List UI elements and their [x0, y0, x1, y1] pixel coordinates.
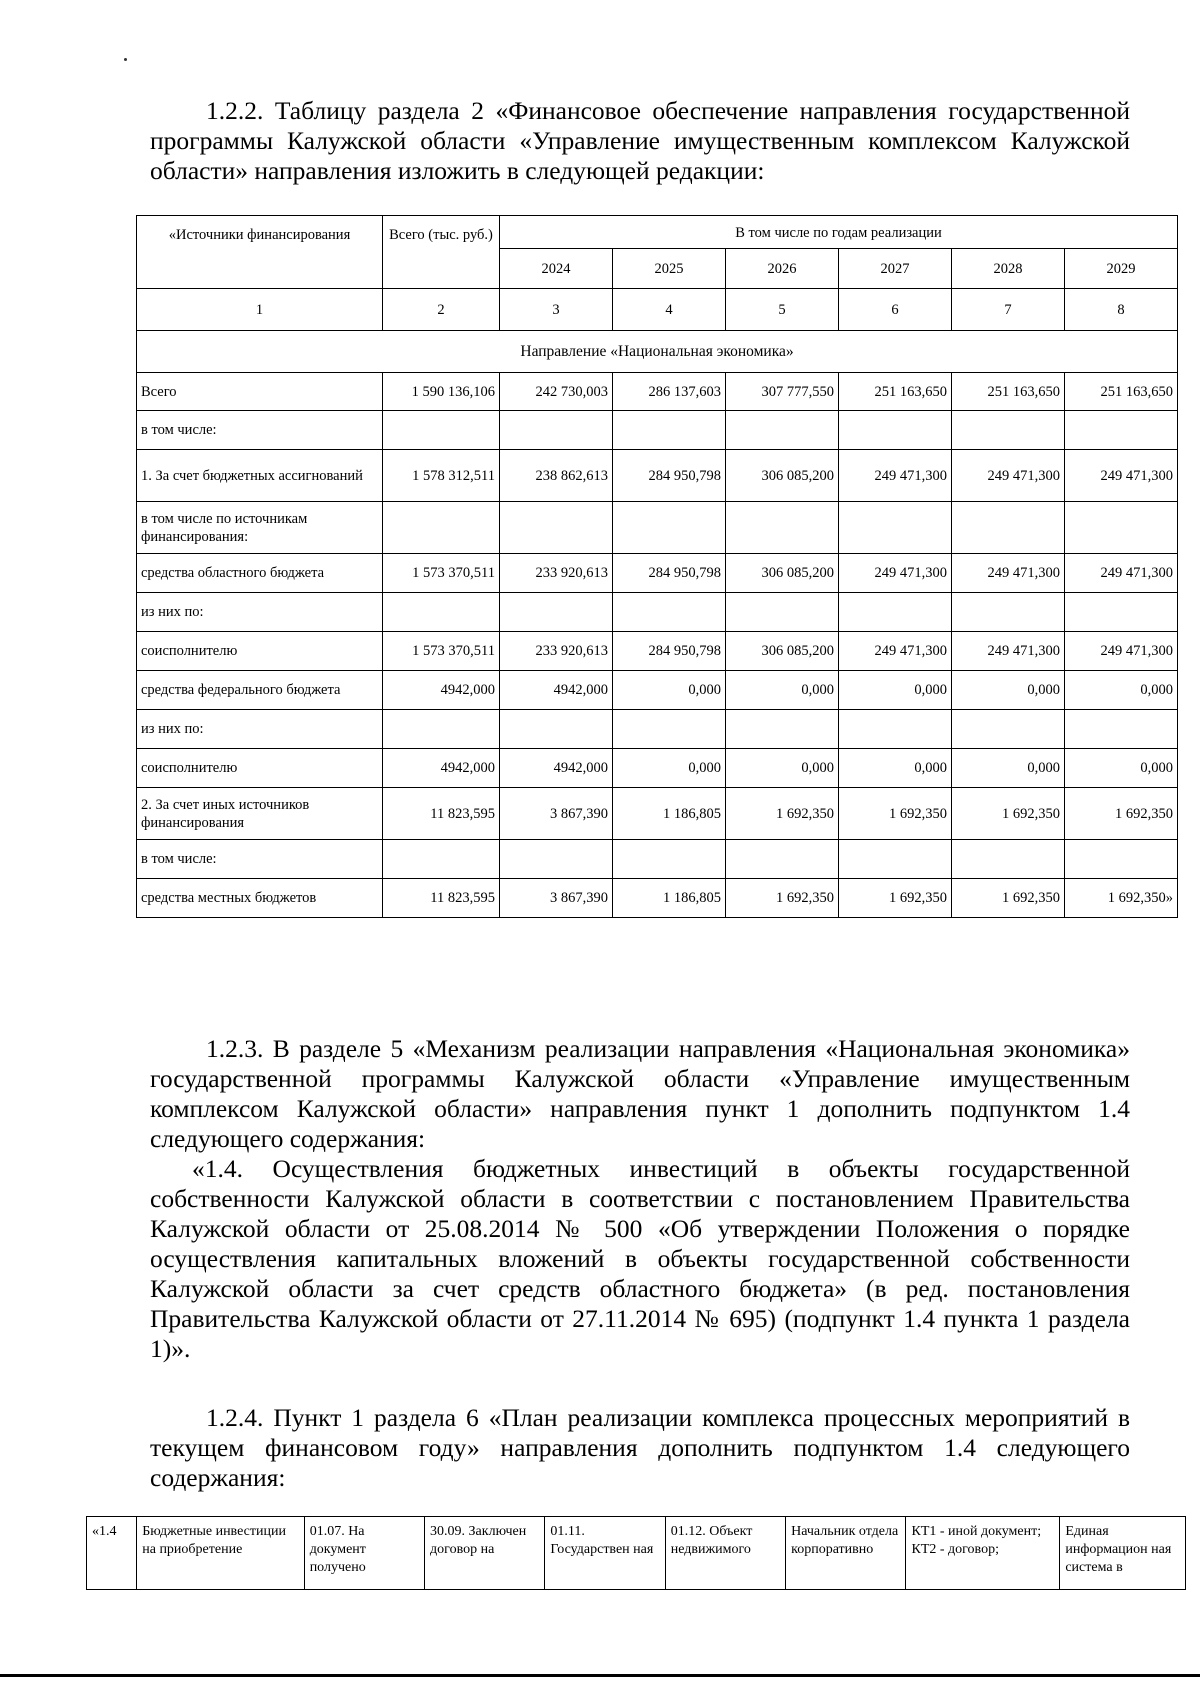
table-row [137, 710, 1178, 749]
row-label: соисполнителю [137, 749, 383, 788]
cell-value [726, 593, 839, 632]
cell-value [500, 593, 613, 632]
header-year: 2024 [500, 249, 613, 289]
cell-value: 249 471,300 [952, 554, 1065, 593]
cell-value: 284 950,798 [613, 554, 726, 593]
row-label: средства местных бюджетов [137, 879, 383, 918]
row-label: средства федерального бюджета [137, 671, 383, 710]
cell-value: 1 186,805 [613, 879, 726, 918]
cell-value: 1 186,805 [613, 788, 726, 840]
column-number: 8 [1065, 289, 1178, 331]
cell-value [383, 710, 500, 749]
cell-value: 0,000 [952, 671, 1065, 710]
cell-value [613, 593, 726, 632]
cell-value [839, 840, 952, 879]
header-total: Всего (тыс. руб.) [383, 216, 500, 289]
header-year: 2026 [726, 249, 839, 289]
cell-value [1065, 593, 1178, 632]
cell-value: 251 163,650 [1065, 373, 1178, 411]
cell-value [1065, 710, 1178, 749]
cell-value: 0,000 [952, 749, 1065, 788]
cell-value: 4942,000 [383, 671, 500, 710]
cell-value: 249 471,300 [839, 554, 952, 593]
column-number: 2 [383, 289, 500, 331]
cell-value [383, 840, 500, 879]
cell-value [500, 710, 613, 749]
cell-value: 233 920,613 [500, 554, 613, 593]
table-row [137, 879, 1178, 918]
cell-value: 249 471,300 [1065, 450, 1178, 502]
cell-value [726, 710, 839, 749]
cell-value: 1 692,350 [952, 879, 1065, 918]
cell-value: 4942,000 [500, 749, 613, 788]
cell-value: 0,000 [839, 671, 952, 710]
paragraph-1-2-2: 1.2.2. Таблицу раздела 2 «Финансовое обеспечение направления государственной программы Калужской области «Управление имущественным комплексом Калужской области» направления изложить в следующей редакции: [150, 96, 1130, 185]
cell-value: 1 692,350 [839, 879, 952, 918]
table-row [137, 373, 1178, 411]
row-label: из них по: [137, 593, 383, 632]
plan-table [86, 1516, 1186, 1590]
scan-artifact [124, 58, 127, 61]
cell-value: 0,000 [1065, 749, 1178, 788]
cell-value: 233 920,613 [500, 632, 613, 671]
cell-value [383, 502, 500, 554]
row-label: в том числе: [137, 840, 383, 879]
cell-value: 3 867,390 [500, 788, 613, 840]
cell-value: 0,000 [613, 671, 726, 710]
header-year: 2025 [613, 249, 726, 289]
plan-cell: Единая информацион ная система в [1060, 1517, 1186, 1590]
cell-value: 306 085,200 [726, 554, 839, 593]
cell-value: 3 867,390 [500, 879, 613, 918]
cell-value [613, 411, 726, 450]
row-label: соисполнителю [137, 632, 383, 671]
cell-value: 4942,000 [500, 671, 613, 710]
cell-value: 0,000 [726, 749, 839, 788]
row-label: в том числе: [137, 411, 383, 450]
cell-value: 1 692,350 [1065, 788, 1178, 840]
table-row [137, 450, 1178, 502]
cell-value: 1 692,350 [726, 788, 839, 840]
cell-value: 11 823,595 [383, 788, 500, 840]
row-label: средства областного бюджета [137, 554, 383, 593]
cell-value [1065, 502, 1178, 554]
cell-value: 251 163,650 [839, 373, 952, 411]
cell-value: 0,000 [613, 749, 726, 788]
table-row [137, 671, 1178, 710]
row-label: из них по: [137, 710, 383, 749]
cell-value: 11 823,595 [383, 879, 500, 918]
header-year: 2028 [952, 249, 1065, 289]
header-by-years: В том числе по годам реализации [500, 216, 1178, 249]
table-row [137, 788, 1178, 840]
cell-value [383, 411, 500, 450]
cell-value [500, 840, 613, 879]
plan-cell: 30.09. Заключен договор на [425, 1517, 545, 1590]
column-number: 1 [137, 289, 383, 331]
plan-cell: КТ1 - иной документ; КТ2 - договор; [906, 1517, 1060, 1590]
cell-value: 1 578 312,511 [383, 450, 500, 502]
cell-value [952, 840, 1065, 879]
cell-value [726, 502, 839, 554]
cell-value [726, 840, 839, 879]
column-number: 6 [839, 289, 952, 331]
bottom-scan-border [0, 1674, 1200, 1677]
paragraph-1-2-3-intro: 1.2.3. В разделе 5 «Механизм реализации направления «Национальная экономика» государственной программы Калужской области «Управление имущественным комплексом Калужской области» направления пункт 1 дополнить подпунктом 1.4 следующего содержания: [150, 1034, 1130, 1153]
cell-value: 1 590 136,106 [383, 373, 500, 411]
column-number: 7 [952, 289, 1065, 331]
plan-cell: Бюджетные инвестиции на приобретение [137, 1517, 304, 1590]
table-row [137, 840, 1178, 879]
cell-value: 249 471,300 [1065, 632, 1178, 671]
cell-value: 251 163,650 [952, 373, 1065, 411]
cell-value: 249 471,300 [952, 450, 1065, 502]
cell-value: 0,000 [839, 749, 952, 788]
cell-value [839, 502, 952, 554]
header-year: 2027 [839, 249, 952, 289]
cell-value [839, 710, 952, 749]
cell-value [952, 710, 1065, 749]
cell-value: 4942,000 [383, 749, 500, 788]
paragraph-1-2-3-quote: «1.4. Осуществления бюджетных инвестиций в объекты государственной собственности Калужской области в соответствии с постановлением Правительства Калужской области от 25.08.2014 № 500 «Об утверждении Положения о порядке осуществления капитальных вложений в объекты государственной собственности Калужской области за счет средств областного бюджета» (в ред. постановления Правительства Калужской области от 27.11.2014 № 695) (подпункт 1.4 пункта 1 раздела 1)». [150, 1154, 1130, 1363]
column-number: 3 [500, 289, 613, 331]
plan-cell: 01.11. Государствен ная [545, 1517, 665, 1590]
plan-cell: «1.4 [87, 1517, 137, 1590]
cell-value: 1 692,350 [726, 879, 839, 918]
plan-cell: 01.12. Объект недвижимого [665, 1517, 785, 1590]
cell-value: 242 730,003 [500, 373, 613, 411]
cell-value: 284 950,798 [613, 632, 726, 671]
cell-value: 249 471,300 [839, 450, 952, 502]
row-label: 1. За счет бюджетных ассигнований [137, 450, 383, 502]
table-row [137, 554, 1178, 593]
header-source: «Источники финансирования [137, 216, 383, 289]
cell-value: 284 950,798 [613, 450, 726, 502]
cell-value: 1 573 370,511 [383, 554, 500, 593]
cell-value [839, 411, 952, 450]
cell-value: 1 573 370,511 [383, 632, 500, 671]
cell-value [952, 411, 1065, 450]
cell-value [952, 593, 1065, 632]
section-title: Направление «Национальная экономика» [137, 331, 1178, 373]
paragraph-1-2-4: 1.2.4. Пункт 1 раздела 6 «План реализации комплекса процессных мероприятий в текущем финансовом году» направления дополнить подпунктом 1.4 следующего содержания: [150, 1403, 1130, 1492]
table-row [137, 502, 1178, 554]
cell-value [1065, 411, 1178, 450]
cell-value [383, 593, 500, 632]
cell-value: 0,000 [726, 671, 839, 710]
paragraph-1-2-3 [150, 1034, 1130, 1364]
cell-value [500, 502, 613, 554]
cell-value: 249 471,300 [952, 632, 1065, 671]
row-label: 2. За счет иных источников финансирования [137, 788, 383, 840]
cell-value: 1 692,350 [839, 788, 952, 840]
row-label: в том числе по источникам финансирования: [137, 502, 383, 554]
column-number: 5 [726, 289, 839, 331]
cell-value: 306 085,200 [726, 632, 839, 671]
table-row [137, 411, 1178, 450]
cell-value [613, 502, 726, 554]
cell-value: 1 692,350» [1065, 879, 1178, 918]
row-label: Всего [137, 373, 383, 411]
cell-value: 307 777,550 [726, 373, 839, 411]
cell-value [613, 840, 726, 879]
cell-value [613, 710, 726, 749]
financing-table [136, 215, 1178, 918]
plan-cell: 01.07. На документ получено [304, 1517, 424, 1590]
header-year: 2029 [1065, 249, 1178, 289]
column-number: 4 [613, 289, 726, 331]
table-row [137, 749, 1178, 788]
plan-cell: Начальник отдела корпоративно [786, 1517, 906, 1590]
cell-value [952, 502, 1065, 554]
cell-value [500, 411, 613, 450]
cell-value: 0,000 [1065, 671, 1178, 710]
table-row [137, 593, 1178, 632]
cell-value [1065, 840, 1178, 879]
cell-value: 1 692,350 [952, 788, 1065, 840]
cell-value: 249 471,300 [1065, 554, 1178, 593]
cell-value [726, 411, 839, 450]
cell-value: 238 862,613 [500, 450, 613, 502]
cell-value: 306 085,200 [726, 450, 839, 502]
cell-value [839, 593, 952, 632]
cell-value: 249 471,300 [839, 632, 952, 671]
cell-value: 286 137,603 [613, 373, 726, 411]
table-row [137, 632, 1178, 671]
